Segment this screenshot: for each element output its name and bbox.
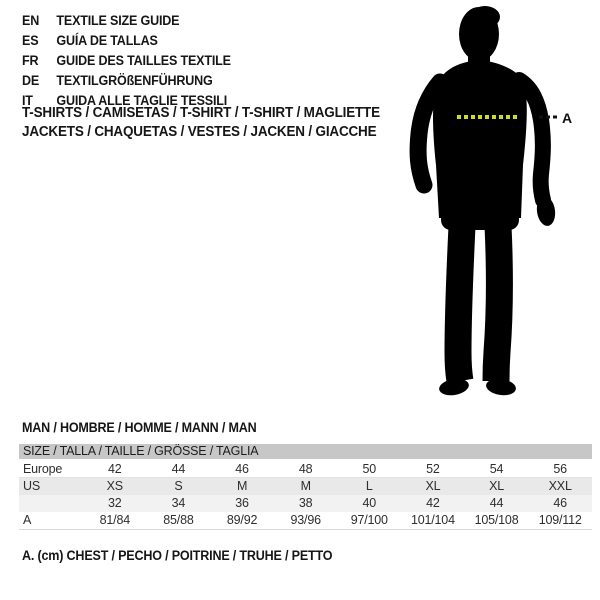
- table-cell: XL: [425, 479, 441, 493]
- measure-label-a: A: [562, 110, 573, 126]
- table-cell: 97/100: [350, 513, 388, 527]
- table-row-europe: [19, 461, 592, 478]
- measure-footnote: A. (cm) CHEST / PECHO / POITRINE / TRUHE / PETTO: [22, 548, 333, 563]
- table-cell: 56: [553, 462, 567, 476]
- category-line-jackets: JACKETS / CHAQUETAS / VESTES / JACKEN / GIACCHE: [22, 124, 377, 140]
- table-cell: 42: [108, 462, 122, 476]
- table-cell: 105/108: [474, 513, 519, 527]
- table-cell: 44: [171, 462, 186, 476]
- table-cell: 40: [362, 496, 377, 510]
- row-label: US: [23, 479, 40, 493]
- row-label: Europe: [23, 462, 63, 476]
- table-cell: 81/84: [99, 513, 130, 527]
- language-code: FR: [22, 53, 39, 68]
- language-label: GUIDE DES TAILLES TEXTILE: [56, 53, 231, 68]
- language-code: EN: [22, 13, 40, 28]
- table-cell: 101/104: [411, 513, 455, 527]
- man-silhouette: [418, 6, 557, 397]
- language-label: TEXTILE SIZE GUIDE: [56, 13, 180, 28]
- table-cell: XS: [106, 479, 123, 493]
- table-cell: 44: [489, 496, 504, 510]
- row-label: [19, 495, 83, 512]
- language-label: TEXTILGRÖßENFÜHRUNG: [56, 73, 213, 88]
- table-cell: 46: [553, 496, 567, 510]
- table-cell: M: [236, 479, 248, 493]
- table-cell: XXL: [548, 479, 572, 493]
- language-row-en: [22, 11, 231, 31]
- table-cell: 36: [235, 496, 249, 510]
- man-silhouette-svg: [400, 0, 600, 410]
- table-cell: 85/88: [163, 513, 194, 527]
- garment-categories: [22, 104, 380, 142]
- size-table: [19, 444, 592, 530]
- table-cell: 46: [235, 462, 249, 476]
- table-row-secondary-sizes: [19, 495, 592, 512]
- table-cell: XL: [489, 479, 504, 493]
- size-table-header: SIZE / TALLA / TAILLE / GRÖSSE / TAGLIA: [19, 444, 592, 461]
- table-cell: 48: [298, 462, 313, 476]
- language-code: DE: [22, 73, 40, 88]
- table-cell: 54: [489, 462, 504, 476]
- table-cell: S: [174, 479, 183, 493]
- table-cell: 38: [298, 496, 313, 510]
- table-cell: 89/92: [226, 513, 258, 527]
- table-cell: 32: [108, 496, 122, 510]
- table-cell: M: [300, 479, 311, 493]
- language-code: IT: [22, 93, 33, 108]
- table-cell: 109/112: [538, 513, 582, 527]
- table-cell: 52: [426, 462, 440, 476]
- section-heading-man: MAN / HOMBRE / HOMME / MANN / MAN: [22, 420, 257, 435]
- table-cell: 93/96: [290, 513, 321, 527]
- table-cell: 34: [171, 496, 186, 510]
- table-row-chest-measure: [19, 512, 592, 529]
- language-row-fr: [22, 51, 231, 71]
- man-silhouette-figure: [400, 0, 600, 410]
- language-row-de: [22, 71, 231, 91]
- category-line-tshirts: T-SHIRTS / CAMISETAS / T-SHIRT / T-SHIRT / MAGLIETTE: [22, 105, 380, 121]
- table-cell: L: [365, 479, 373, 493]
- language-code: ES: [22, 33, 39, 48]
- language-row-es: [22, 31, 231, 51]
- language-list: [22, 11, 231, 111]
- table-row-us: [19, 478, 592, 495]
- row-label: A: [23, 513, 32, 527]
- language-label: GUIDA ALLE TAGLIE TESSILI: [56, 93, 228, 108]
- table-cell: 42: [426, 496, 440, 510]
- language-label: GUÍA DE TALLAS: [56, 33, 158, 48]
- table-cell: 50: [362, 462, 377, 476]
